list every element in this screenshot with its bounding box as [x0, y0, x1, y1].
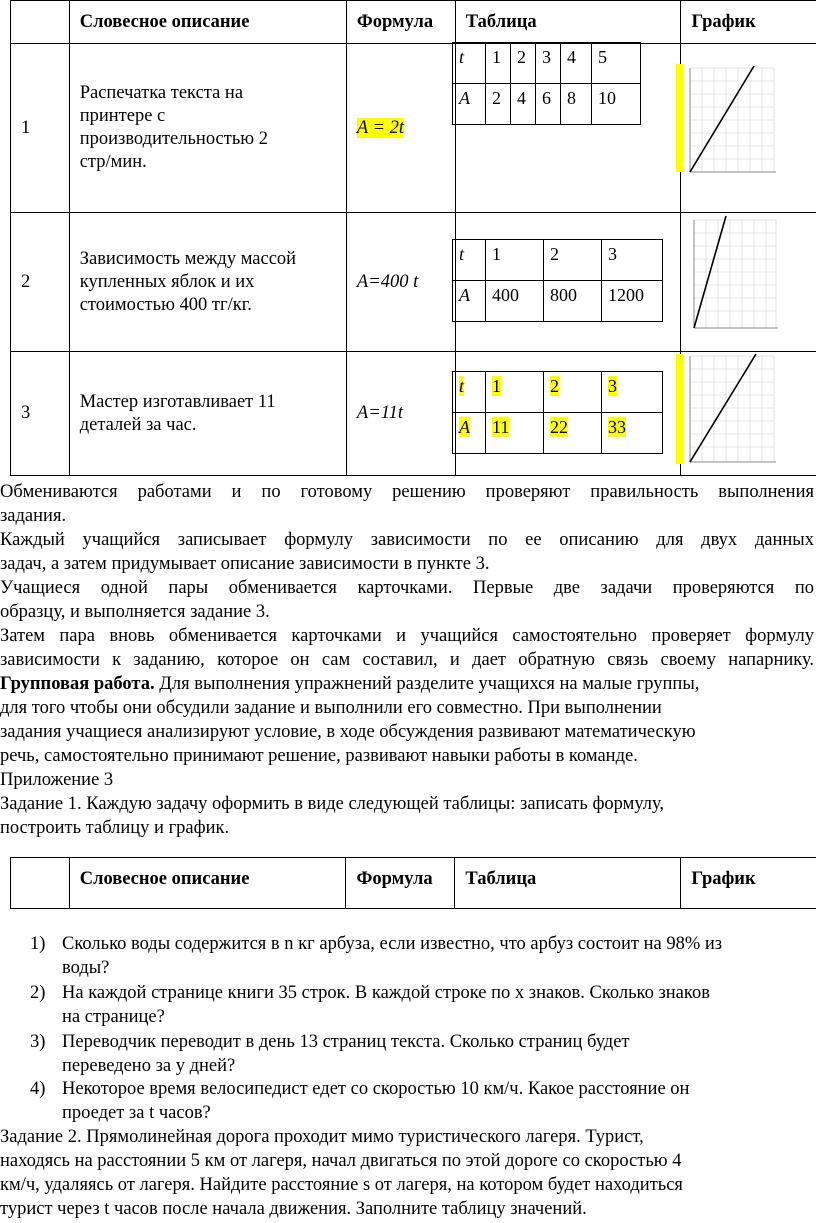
paragraph-line: задания учащиеся анализируют условие, в ходе обсуждения развивают математическую	[0, 722, 696, 742]
highlight-mark	[676, 354, 683, 464]
row-description: Распечатка текста на принтере с производительностью 2 стр/мин.	[69, 44, 346, 213]
paragraph-line: км/ч, удаляясь от лагеря. Найдите расстояние s от лагеря, на котором будет находиться	[0, 1175, 683, 1195]
header-graph: График	[681, 858, 816, 909]
template-table	[10, 857, 816, 909]
graph-3	[676, 352, 784, 468]
paragraph-line: Обмениваются работами и по готовому решению проверяют правильность выполнения	[0, 482, 814, 502]
paragraph-line: находясь на расстоянии 5 км от лагеря, начал двигаться по этой дороге со скоростью 4	[0, 1151, 682, 1171]
paragraph-line: речь, самостоятельно принимают решение, развивают навыки работы в команде.	[0, 746, 638, 766]
values-table-3: t 1 2 3 A 11 22 33	[452, 371, 663, 454]
graph-1	[676, 58, 784, 178]
header-formula: Формула	[346, 1, 455, 44]
paragraph-line: построить таблицу и график.	[0, 818, 230, 838]
paragraph-line: Групповая работа. Для выполнения упражнений разделите учащихся на малые группы,	[0, 674, 700, 694]
graph-line	[690, 66, 754, 172]
paragraph-line: задания.	[0, 506, 67, 526]
paragraph-line: Задание 1. Каждую задачу оформить в виде следующей таблицы: записать формулу,	[0, 794, 665, 814]
header-table: Таблица	[455, 1, 681, 44]
graph-2	[676, 214, 784, 334]
paragraph-line: зависимости к заданию, которое он сам составил, и дает обратную связь своему напарнику.	[0, 650, 814, 670]
row-description: Зависимость между массой купленных яблок и их стоимостью 400 тг/кг.	[69, 213, 346, 352]
header-description: Словесное описание	[69, 858, 346, 909]
highlight-mark	[676, 64, 683, 172]
paragraph-line: турист через t часов после начала движения. Заполните таблицу значений.	[0, 1199, 587, 1219]
paragraph-line: для того чтобы они обсудили задание и выполнили его совместно. При выполнении	[0, 698, 662, 718]
row-formula: A = 2t	[346, 44, 455, 213]
paragraph-line: задач, а затем придумывает описание зависимости в пункте 3.	[0, 554, 490, 574]
row-number: 1	[11, 44, 70, 213]
header-description: Словесное описание	[69, 1, 346, 44]
row-formula: A=11t	[346, 352, 455, 476]
group-work-heading: Групповая работа.	[0, 674, 155, 694]
paragraph-line: Задание 2. Прямолинейная дорога проходит мимо туристического лагеря. Турист,	[0, 1127, 644, 1147]
values-table-1: t 1 2 3 4 5 A 2 4 6 8 10	[452, 42, 641, 125]
paragraph-line: Каждый учащийся записывает формулу зависимости по ее описанию для двух данных	[0, 530, 814, 550]
header-table: Таблица	[455, 858, 681, 909]
row-number: 3	[11, 352, 70, 476]
header-formula: Формула	[346, 858, 455, 909]
row-description: Мастер изготавливает 11 деталей за час.	[69, 352, 346, 476]
header-num	[11, 1, 70, 44]
header-graph: График	[681, 1, 816, 44]
row-formula: A=400 t	[346, 213, 455, 352]
appendix-title: Приложение 3	[0, 770, 114, 790]
paragraph-line: образцу, и выполняется задание 3.	[0, 602, 270, 622]
paragraph-line: Учащиеся одной пары обменивается карточками. Первые две задачи проверяются по	[0, 578, 814, 598]
row-number: 2	[11, 213, 70, 352]
paragraph-line: Затем пара вновь обменивается карточками и учащийся самостоятельно проверяет формулу	[0, 626, 814, 646]
values-table-2: t 1 2 3 A 400 800 1200	[452, 239, 663, 322]
